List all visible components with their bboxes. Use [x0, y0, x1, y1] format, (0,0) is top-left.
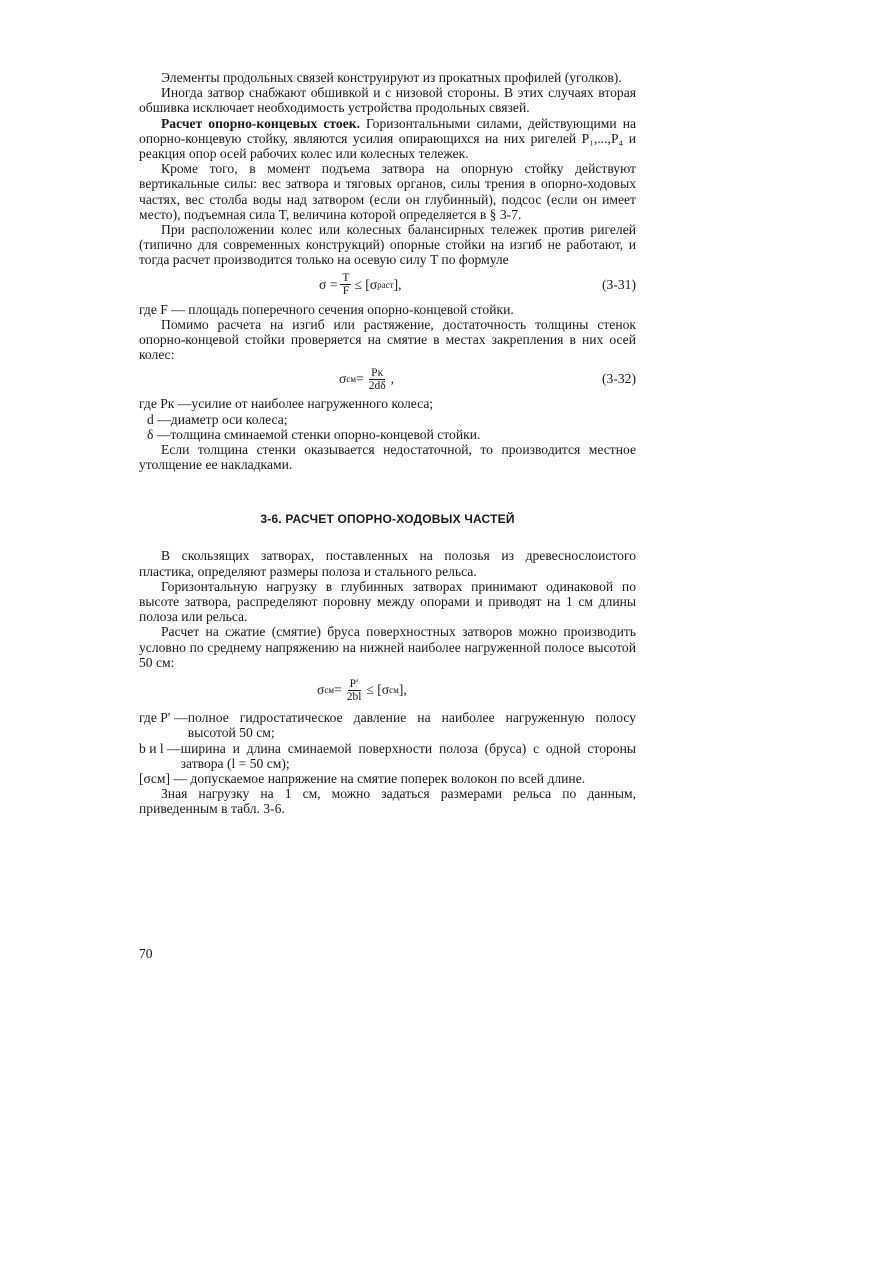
eq3-denominator: 2bl [346, 690, 362, 703]
eq2-close: , [390, 371, 395, 387]
eq2-lhs: σ [339, 371, 347, 387]
paragraph-rail-size: Зная нагрузку на 1 см, можно задаться размерами рельса по данным, приведенным в табл. 3-6. [139, 786, 636, 817]
paragraph-axial-force: При расположении колес или колесных балансирных тележек против ригелей (типично для современных конструкций) опорные стойки на изгиб не работают, и тогда расчет производится только на осевую силу T по формуле [139, 222, 636, 268]
paragraph-sliding-gates: В скользящих затворах, поставленных на полозья из древеснослоистого пластика, определяют размеры полоза и стального рельса. [139, 548, 636, 579]
paragraph-horizontal-load: Горизонтальную нагрузку в глубинных затворах принимают одинаковой по высоте затвора, распределяют поровну между опорами и приводят на 1 см длины полоза или рельса. [139, 578, 636, 625]
definition-d: d — диаметр оси колеса; [147, 411, 288, 427]
definition-P-prime: где P′ — полное гидростатическое давление на наиболее нагруженную полосу высотой 50 см; [139, 710, 636, 741]
where-F: где F — площадь поперечного сечения опорно-концевой стойки. [139, 301, 514, 317]
eq1-lhs: σ = [319, 276, 338, 292]
paragraph-stands-text: Горизонтальными силами, действующими на опорно-концевую стойку, являются усилия опирающихся на них ригелей P₁,...,P₄ и реакция опор осей рабочих колес или колесных тележек. [139, 115, 637, 162]
eq1-numerator: T [342, 272, 350, 285]
definition-Pk: где Pк — усилие от наиболее нагруженного колеса; [139, 396, 434, 412]
eq1-fraction [340, 272, 351, 297]
paragraph-crushing: Помимо расчета на изгиб или растяжение, достаточность толщины стенок опорно-концевой стойки проверяется на смятие в местах закрепления в них осей колес: [139, 316, 636, 363]
paragraph-compression: Расчет на сжатие (смятие) бруса поверхностных затворов можно производить условно по среднему напряжению на нижней наиболее нагруженной полосе высотой 50 см: [139, 624, 636, 670]
paragraph-1: Элементы продольных связей конструируют из прокатных профилей (уголков). [161, 70, 622, 85]
eq3-sub: см [389, 685, 399, 696]
equation-number-3-32: (3-32) [602, 371, 636, 387]
eq3-eq: = [334, 682, 342, 698]
equation-number-3-31: (3-31) [602, 276, 636, 292]
eq2-fraction [367, 367, 388, 392]
definition-delta: δ — толщина сминаемой стенки опорно-концевой стойки. [147, 426, 481, 442]
equation-crushing [139, 670, 636, 710]
eq3-lhs-sub: см [324, 685, 335, 696]
eq2-lhs-sub: см [346, 374, 357, 385]
definition-sigma-allowed: [σсм] — допускаемое напряжение на смятие поперек волокон по всей длине. [139, 770, 586, 786]
paragraph-vertical-forces: Кроме того, в момент подъема затвора на опорную стойку действуют вертикальные силы: вес затвора и тяговых органов, силы трения в опорно-ходовых частях, вес столба воды над затвором (если он глубинный), подсос (если он имеет место), подъемная сила T, величина которой определяется в § 3-7. [139, 161, 636, 222]
eq3-numerator: P′ [349, 677, 359, 690]
paragraph-2: Иногда затвор снабжают обшивкой и с низовой стороны. В этих случаях вторая обшивка исключает необходимость устройства продольных связей. [139, 85, 636, 116]
paragraph-stands [139, 116, 636, 162]
eq2-eq: = [356, 371, 364, 387]
eq1-rhs: ≤ [σ [354, 276, 378, 292]
eq3-fraction [345, 678, 364, 703]
eq2-numerator: Pк [371, 366, 384, 379]
eq3-lhs: σ [317, 682, 325, 698]
eq2-denominator: 2dδ [368, 379, 386, 392]
eq1-denominator: F [342, 285, 350, 298]
definition-b-l: b и l — ширина и длина сминаемой поверхности полоза (бруса) с одной стороны затвора (l = 50 см); [139, 740, 636, 771]
paragraph-wall-thickening: Если толщина стенки оказывается недостаточной, то производится местное утолщение ее накладками. [139, 442, 636, 473]
eq3-close: ], [398, 682, 407, 698]
equation-3-31 [139, 268, 636, 302]
equation-3-32 [139, 362, 636, 396]
page-number: 70 [139, 946, 153, 961]
eq3-rhs: ≤ [σ [366, 682, 390, 698]
text-column [139, 70, 636, 817]
eq1-sub: раст [377, 279, 394, 290]
section-title: 3-6. РАСЧЕТ ОПОРНО-ХОДОВЫХ ЧАСТЕЙ [260, 512, 515, 527]
run-in-heading: Расчет опорно-концевых стоек. [161, 115, 360, 131]
eq1-close: ], [393, 276, 402, 292]
